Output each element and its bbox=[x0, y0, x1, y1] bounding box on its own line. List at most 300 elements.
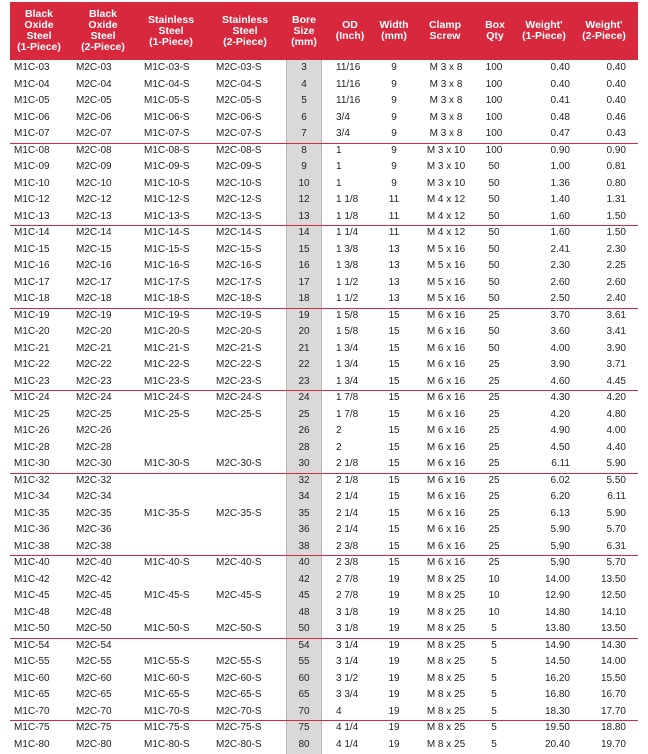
cell-black-oxide-1-piece: M1C-17 bbox=[14, 276, 50, 288]
cell-weight-2-piece: 5.70 bbox=[606, 557, 626, 568]
cell-stainless-2-piece: M2C-19-S bbox=[216, 309, 262, 321]
cell-black-oxide-1-piece: M1C-22 bbox=[14, 359, 50, 370]
cell-width: 9 bbox=[391, 128, 397, 139]
cell-weight-2-piece: 16.70 bbox=[600, 689, 626, 700]
cell-stainless-2-piece: M2C-45-S bbox=[216, 590, 262, 601]
cell-weight-1-piece: 14.00 bbox=[544, 573, 570, 585]
cell-weight-2-piece: 5.50 bbox=[606, 474, 626, 486]
cell-width: 15 bbox=[388, 309, 400, 321]
cell-clamp-screw: M 6 x 16 bbox=[426, 524, 466, 535]
cell-clamp-screw: M 8 x 25 bbox=[426, 689, 466, 700]
cell-weight-2-piece: 13.50 bbox=[600, 623, 626, 634]
cell-clamp-screw: M 3 x 8 bbox=[429, 78, 463, 90]
group-separator-line bbox=[10, 473, 638, 474]
cell-black-oxide-1-piece: M1C-48 bbox=[14, 606, 50, 618]
cell-clamp-screw: M 3 x 10 bbox=[426, 161, 466, 172]
cell-black-oxide-1-piece: M1C-21 bbox=[14, 342, 50, 354]
cell-bore-size: 14 bbox=[298, 227, 310, 238]
cell-black-oxide-1-piece: M1C-80 bbox=[14, 738, 50, 750]
table-row bbox=[10, 704, 638, 721]
cell-black-oxide-1-piece: M1C-10 bbox=[14, 177, 50, 189]
cell-weight-1-piece: 19.50 bbox=[544, 722, 570, 733]
cell-bore-size: 22 bbox=[298, 359, 310, 370]
cell-stainless-1-piece: M1C-22-S bbox=[144, 359, 190, 370]
cell-weight-2-piece: 1.50 bbox=[606, 210, 626, 222]
cell-black-oxide-2-piece: M2C-21 bbox=[76, 342, 112, 354]
table-row bbox=[10, 654, 638, 671]
cell-weight-2-piece: 1.31 bbox=[606, 194, 626, 205]
cell-box-qty: 25 bbox=[488, 441, 500, 453]
cell-weight-2-piece: 13.50 bbox=[600, 573, 626, 585]
cell-width: 11 bbox=[388, 194, 400, 205]
cell-od: 1 1/8 bbox=[336, 194, 359, 205]
group-separator-line bbox=[10, 390, 638, 391]
cell-weight-2-piece: 17.70 bbox=[600, 705, 626, 717]
cell-width: 11 bbox=[388, 227, 400, 238]
cell-clamp-screw: M 6 x 16 bbox=[426, 375, 466, 387]
cell-black-oxide-1-piece: M1C-18 bbox=[14, 293, 50, 304]
cell-stainless-2-piece: M2C-12-S bbox=[216, 194, 262, 205]
cell-stainless-2-piece: M2C-06-S bbox=[216, 111, 262, 123]
cell-box-qty: 5 bbox=[491, 656, 497, 667]
cell-black-oxide-1-piece: M1C-30 bbox=[14, 458, 50, 469]
cell-black-oxide-1-piece: M1C-50 bbox=[14, 623, 50, 634]
cell-black-oxide-1-piece: M1C-14 bbox=[14, 227, 50, 238]
cell-width: 9 bbox=[391, 161, 397, 172]
cell-stainless-1-piece: M1C-45-S bbox=[144, 590, 190, 601]
cell-black-oxide-1-piece: M1C-25 bbox=[14, 408, 50, 420]
cell-stainless-1-piece: M1C-06-S bbox=[144, 111, 190, 123]
table-row bbox=[10, 143, 638, 160]
cell-bore-size: 70 bbox=[298, 705, 310, 717]
cell-black-oxide-2-piece: M2C-36 bbox=[76, 524, 112, 535]
cell-weight-2-piece: 4.20 bbox=[606, 392, 626, 403]
cell-clamp-screw: M 6 x 16 bbox=[426, 507, 466, 519]
cell-box-qty: 25 bbox=[488, 524, 500, 535]
cell-width: 19 bbox=[388, 689, 400, 700]
cell-weight-2-piece: 4.80 bbox=[606, 408, 626, 420]
cell-weight-1-piece: 2.60 bbox=[550, 276, 570, 288]
cell-black-oxide-1-piece: M1C-12 bbox=[14, 194, 50, 205]
cell-od: 1 3/8 bbox=[336, 243, 359, 255]
cell-weight-1-piece: 0.90 bbox=[550, 144, 570, 156]
cell-weight-2-piece: 2.30 bbox=[606, 243, 626, 255]
cell-od: 3 1/8 bbox=[336, 606, 359, 618]
cell-black-oxide-1-piece: M1C-70 bbox=[14, 705, 50, 717]
table-row bbox=[10, 77, 638, 94]
cell-weight-1-piece: 3.60 bbox=[550, 326, 570, 337]
cell-stainless-2-piece: M2C-05-S bbox=[216, 95, 262, 106]
cell-black-oxide-2-piece: M2C-65 bbox=[76, 689, 112, 700]
cell-stainless-2-piece: M2C-14-S bbox=[216, 227, 262, 238]
group-separator-line bbox=[10, 143, 638, 144]
cell-width: 15 bbox=[388, 474, 400, 486]
cell-clamp-screw: M 6 x 16 bbox=[426, 441, 466, 453]
cell-box-qty: 50 bbox=[488, 227, 500, 238]
cell-black-oxide-2-piece: M2C-24 bbox=[76, 392, 112, 403]
cell-width: 19 bbox=[388, 639, 400, 651]
cell-weight-1-piece: 2.50 bbox=[550, 293, 570, 304]
cell-width: 13 bbox=[388, 260, 400, 271]
cell-bore-size: 3 bbox=[301, 62, 307, 73]
cell-black-oxide-2-piece: M2C-55 bbox=[76, 656, 112, 667]
header-weight-1-piece: Weight' (1-Piece) bbox=[522, 19, 566, 42]
cell-clamp-screw: M 6 x 16 bbox=[426, 359, 466, 370]
table-row bbox=[10, 555, 638, 572]
table-row bbox=[10, 258, 638, 275]
cell-box-qty: 50 bbox=[488, 293, 500, 304]
cell-weight-2-piece: 6.31 bbox=[606, 540, 626, 552]
cell-clamp-screw: M 6 x 16 bbox=[426, 408, 466, 420]
cell-od: 4 bbox=[336, 705, 342, 717]
cell-stainless-1-piece: M1C-17-S bbox=[144, 276, 190, 288]
cell-weight-1-piece: 1.00 bbox=[550, 161, 570, 172]
cell-od: 2 bbox=[336, 441, 342, 453]
cell-weight-2-piece: 5.90 bbox=[606, 507, 626, 519]
cell-clamp-screw: M 5 x 16 bbox=[426, 293, 466, 304]
cell-weight-1-piece: 4.60 bbox=[550, 375, 570, 387]
cell-box-qty: 5 bbox=[491, 623, 497, 634]
cell-bore-size: 48 bbox=[298, 606, 310, 618]
cell-black-oxide-2-piece: M2C-05 bbox=[76, 95, 112, 106]
header-stainless-2-piece: Stainless Steel (2-Piece) bbox=[221, 13, 269, 48]
table-row bbox=[10, 506, 638, 523]
table-row bbox=[10, 687, 638, 704]
cell-stainless-2-piece: M2C-24-S bbox=[216, 392, 262, 403]
cell-weight-2-piece: 14.30 bbox=[600, 639, 626, 651]
cell-stainless-1-piece: M1C-04-S bbox=[144, 78, 190, 90]
cell-weight-2-piece: 5.90 bbox=[606, 458, 626, 469]
cell-stainless-1-piece: M1C-09-S bbox=[144, 161, 190, 172]
cell-weight-2-piece: 2.40 bbox=[606, 293, 626, 304]
cell-stainless-1-piece bbox=[144, 440, 208, 457]
cell-bore-size: 23 bbox=[298, 375, 310, 387]
cell-box-qty: 10 bbox=[488, 590, 500, 601]
table-row bbox=[10, 126, 638, 143]
cell-od: 11/16 bbox=[336, 95, 361, 106]
cell-weight-1-piece: 12.90 bbox=[544, 590, 570, 601]
cell-clamp-screw: M 6 x 16 bbox=[426, 557, 466, 568]
cell-bore-size: 19 bbox=[298, 309, 310, 321]
table-header bbox=[10, 2, 638, 60]
cell-width: 15 bbox=[388, 392, 400, 403]
cell-od: 2 3/8 bbox=[336, 557, 359, 568]
table-row bbox=[10, 440, 638, 457]
cell-od: 1 7/8 bbox=[336, 392, 359, 403]
cell-weight-1-piece: 4.50 bbox=[550, 441, 570, 453]
cell-weight-2-piece: 4.00 bbox=[606, 425, 626, 436]
cell-stainless-1-piece: M1C-23-S bbox=[144, 375, 190, 387]
cell-od: 3/4 bbox=[336, 128, 350, 139]
cell-weight-1-piece: 1.60 bbox=[550, 227, 570, 238]
cell-weight-2-piece: 0.43 bbox=[606, 128, 626, 139]
table-row bbox=[10, 176, 638, 193]
cell-width: 9 bbox=[391, 177, 397, 189]
table-row bbox=[10, 291, 638, 308]
cell-stainless-2-piece bbox=[216, 473, 282, 490]
cell-bore-size: 28 bbox=[298, 441, 310, 453]
cell-black-oxide-1-piece: M1C-08 bbox=[14, 144, 50, 156]
cell-stainless-2-piece: M2C-07-S bbox=[216, 128, 262, 139]
cell-od: 11/16 bbox=[336, 78, 361, 90]
cell-box-qty: 25 bbox=[488, 540, 500, 552]
cell-box-qty: 100 bbox=[485, 62, 503, 73]
cell-width: 15 bbox=[388, 326, 400, 337]
cell-weight-1-piece: 1.36 bbox=[550, 177, 570, 189]
cell-stainless-2-piece: M2C-22-S bbox=[216, 359, 262, 370]
cell-black-oxide-2-piece: M2C-42 bbox=[76, 573, 112, 585]
cell-width: 15 bbox=[388, 425, 400, 436]
cell-stainless-1-piece bbox=[144, 473, 208, 490]
cell-black-oxide-1-piece: M1C-65 bbox=[14, 689, 50, 700]
cell-clamp-screw: M 8 x 25 bbox=[426, 656, 466, 667]
cell-od: 1 bbox=[336, 177, 342, 189]
cell-weight-1-piece: 18.30 bbox=[544, 705, 570, 717]
cell-clamp-screw: M 3 x 10 bbox=[426, 177, 466, 189]
cell-clamp-screw: M 4 x 12 bbox=[426, 194, 466, 205]
cell-bore-size: 8 bbox=[301, 144, 307, 156]
cell-box-qty: 100 bbox=[485, 128, 503, 139]
cell-stainless-1-piece: M1C-25-S bbox=[144, 408, 190, 420]
cell-bore-size: 10 bbox=[298, 177, 310, 189]
table-row bbox=[10, 110, 638, 127]
cell-stainless-2-piece: M2C-75-S bbox=[216, 722, 262, 733]
cell-black-oxide-1-piece: M1C-06 bbox=[14, 111, 50, 123]
cell-bore-size: 13 bbox=[298, 210, 310, 222]
cell-black-oxide-1-piece: M1C-34 bbox=[14, 491, 50, 502]
cell-bore-size: 9 bbox=[301, 161, 307, 172]
cell-width: 13 bbox=[388, 243, 400, 255]
table-row bbox=[10, 423, 638, 440]
cell-od: 4 1/4 bbox=[336, 738, 359, 750]
cell-bore-size: 18 bbox=[298, 293, 310, 304]
cell-black-oxide-1-piece: M1C-23 bbox=[14, 375, 50, 387]
table-row bbox=[10, 539, 638, 556]
cell-clamp-screw: M 5 x 16 bbox=[426, 243, 466, 255]
cell-clamp-screw: M 6 x 16 bbox=[426, 425, 466, 436]
cell-width: 9 bbox=[391, 111, 397, 123]
cell-black-oxide-2-piece: M2C-60 bbox=[76, 672, 112, 684]
group-separator-line bbox=[10, 720, 638, 721]
cell-width: 15 bbox=[388, 458, 400, 469]
cell-bore-size: 54 bbox=[298, 639, 310, 651]
cell-stainless-2-piece: M2C-60-S bbox=[216, 672, 262, 684]
header-box-qty: Box Qty bbox=[485, 19, 505, 42]
cell-od: 2 1/4 bbox=[336, 524, 359, 535]
cell-box-qty: 10 bbox=[488, 573, 500, 585]
cell-width: 15 bbox=[388, 491, 400, 502]
header-stainless-1-piece: Stainless Steel (1-Piece) bbox=[147, 13, 195, 48]
cell-weight-1-piece: 4.30 bbox=[550, 392, 570, 403]
cell-black-oxide-2-piece: M2C-28 bbox=[76, 441, 112, 453]
cell-weight-1-piece: 2.41 bbox=[550, 243, 570, 255]
table-row bbox=[10, 374, 638, 391]
cell-clamp-screw: M 6 x 16 bbox=[426, 458, 466, 469]
cell-black-oxide-2-piece: M2C-15 bbox=[76, 243, 112, 255]
table-row bbox=[10, 605, 638, 622]
cell-od: 1 bbox=[336, 161, 342, 172]
cell-od: 1 3/4 bbox=[336, 342, 359, 354]
cell-weight-2-piece: 0.40 bbox=[606, 62, 626, 73]
cell-od: 1 3/4 bbox=[336, 375, 359, 387]
cell-weight-1-piece: 20.40 bbox=[544, 738, 570, 750]
cell-od: 1 bbox=[336, 144, 342, 156]
cell-weight-1-piece: 1.60 bbox=[550, 210, 570, 222]
cell-black-oxide-1-piece: M1C-60 bbox=[14, 672, 50, 684]
cell-stainless-1-piece: M1C-50-S bbox=[144, 623, 190, 634]
cell-clamp-screw: M 8 x 25 bbox=[426, 705, 466, 717]
cell-stainless-2-piece bbox=[216, 572, 282, 589]
cell-black-oxide-2-piece: M2C-45 bbox=[76, 590, 112, 601]
cell-width: 19 bbox=[388, 705, 400, 717]
cell-box-qty: 5 bbox=[491, 722, 497, 733]
cell-black-oxide-1-piece: M1C-55 bbox=[14, 656, 50, 667]
cell-stainless-2-piece: M2C-04-S bbox=[216, 78, 262, 90]
table-row bbox=[10, 225, 638, 242]
cell-black-oxide-2-piece: M2C-30 bbox=[76, 458, 112, 469]
cell-bore-size: 4 bbox=[301, 78, 307, 90]
table-row bbox=[10, 390, 638, 407]
group-separator-line bbox=[10, 308, 638, 309]
cell-black-oxide-2-piece: M2C-12 bbox=[76, 194, 112, 205]
cell-weight-1-piece: 14.50 bbox=[544, 656, 570, 667]
cell-weight-1-piece: 14.80 bbox=[544, 606, 570, 618]
cell-black-oxide-1-piece: M1C-40 bbox=[14, 557, 50, 568]
cell-stainless-1-piece: M1C-14-S bbox=[144, 227, 190, 238]
cell-width: 13 bbox=[388, 276, 400, 288]
cell-clamp-screw: M 8 x 25 bbox=[426, 738, 466, 750]
cell-clamp-screw: M 4 x 12 bbox=[426, 227, 466, 238]
cell-black-oxide-2-piece: M2C-34 bbox=[76, 491, 112, 502]
cell-black-oxide-1-piece: M1C-20 bbox=[14, 326, 50, 337]
cell-weight-1-piece: 5.90 bbox=[550, 557, 570, 568]
cell-stainless-1-piece: M1C-24-S bbox=[144, 392, 190, 403]
cell-black-oxide-1-piece: M1C-32 bbox=[14, 474, 50, 486]
cell-weight-2-piece: 6.11 bbox=[607, 491, 626, 502]
cell-stainless-2-piece: M2C-09-S bbox=[216, 161, 262, 172]
cell-black-oxide-2-piece: M2C-48 bbox=[76, 606, 112, 618]
cell-box-qty: 25 bbox=[488, 458, 500, 469]
cell-stainless-2-piece: M2C-80-S bbox=[216, 738, 262, 750]
cell-stainless-2-piece bbox=[216, 605, 282, 622]
cell-stainless-1-piece: M1C-60-S bbox=[144, 672, 190, 684]
cell-black-oxide-1-piece: M1C-13 bbox=[14, 210, 50, 222]
cell-bore-size: 36 bbox=[298, 524, 310, 535]
cell-od: 3/4 bbox=[336, 111, 350, 123]
cell-black-oxide-2-piece: M2C-54 bbox=[76, 639, 112, 651]
cell-stainless-2-piece: M2C-65-S bbox=[216, 689, 262, 700]
cell-width: 15 bbox=[388, 524, 400, 535]
table-row bbox=[10, 93, 638, 110]
cell-black-oxide-2-piece: M2C-22 bbox=[76, 359, 112, 370]
cell-stainless-1-piece bbox=[144, 423, 208, 440]
cell-stainless-2-piece bbox=[216, 440, 282, 457]
cell-stainless-1-piece: M1C-30-S bbox=[144, 458, 190, 469]
cell-bore-size: 20 bbox=[298, 326, 310, 337]
cell-stainless-1-piece: M1C-35-S bbox=[144, 507, 190, 519]
cell-black-oxide-1-piece: M1C-19 bbox=[14, 309, 50, 321]
cell-weight-2-piece: 0.80 bbox=[606, 177, 626, 189]
table-row bbox=[10, 275, 638, 292]
cell-od: 1 1/4 bbox=[336, 227, 359, 238]
cell-od: 3 1/8 bbox=[336, 623, 359, 634]
cell-od: 3 1/4 bbox=[336, 639, 359, 651]
cell-od: 1 7/8 bbox=[336, 408, 359, 420]
cell-width: 19 bbox=[388, 722, 400, 733]
cell-clamp-screw: M 4 x 12 bbox=[426, 210, 466, 222]
cell-clamp-screw: M 6 x 16 bbox=[426, 474, 466, 486]
cell-weight-2-piece: 14.10 bbox=[600, 606, 626, 618]
table-row bbox=[10, 473, 638, 490]
table-row bbox=[10, 671, 638, 688]
cell-black-oxide-2-piece: M2C-10 bbox=[76, 177, 112, 189]
cell-width: 15 bbox=[388, 540, 400, 552]
cell-width: 13 bbox=[388, 293, 400, 304]
cell-box-qty: 50 bbox=[488, 161, 500, 172]
cell-black-oxide-1-piece: M1C-15 bbox=[14, 243, 50, 255]
group-separator-line bbox=[10, 225, 638, 226]
cell-black-oxide-2-piece: M2C-04 bbox=[76, 78, 112, 90]
cell-stainless-1-piece bbox=[144, 572, 208, 589]
cell-weight-1-piece: 16.20 bbox=[544, 672, 570, 684]
cell-weight-2-piece: 4.45 bbox=[606, 375, 626, 387]
table-row bbox=[10, 720, 638, 737]
table-row bbox=[10, 456, 638, 473]
cell-od: 2 1/4 bbox=[336, 491, 359, 502]
table-row bbox=[10, 209, 638, 226]
cell-bore-size: 65 bbox=[298, 689, 310, 700]
cell-stainless-1-piece: M1C-13-S bbox=[144, 210, 190, 222]
cell-weight-1-piece: 6.02 bbox=[550, 474, 570, 486]
cell-od: 1 1/8 bbox=[336, 210, 359, 222]
cell-width: 19 bbox=[388, 656, 400, 667]
cell-width: 9 bbox=[391, 78, 397, 90]
cell-box-qty: 100 bbox=[485, 111, 503, 123]
cell-clamp-screw: M 6 x 16 bbox=[426, 491, 466, 502]
cell-box-qty: 50 bbox=[488, 194, 500, 205]
cell-weight-1-piece: 16.80 bbox=[544, 689, 570, 700]
table-row bbox=[10, 308, 638, 325]
cell-clamp-screw: M 8 x 25 bbox=[426, 722, 466, 733]
cell-od: 1 5/8 bbox=[336, 309, 359, 321]
cell-bore-size: 80 bbox=[298, 738, 310, 750]
cell-bore-size: 38 bbox=[298, 540, 310, 552]
cell-black-oxide-2-piece: M2C-07 bbox=[76, 128, 112, 139]
cell-bore-size: 6 bbox=[301, 111, 307, 123]
cell-stainless-1-piece: M1C-08-S bbox=[144, 144, 190, 156]
cell-bore-size: 26 bbox=[298, 425, 310, 436]
cell-bore-size: 75 bbox=[298, 722, 310, 733]
cell-bore-size: 32 bbox=[298, 474, 310, 486]
table-row bbox=[10, 737, 638, 754]
cell-weight-1-piece: 6.20 bbox=[550, 491, 570, 502]
cell-black-oxide-1-piece: M1C-05 bbox=[14, 95, 50, 106]
cell-od: 1 5/8 bbox=[336, 326, 359, 337]
cell-weight-1-piece: 13.80 bbox=[544, 623, 570, 634]
cell-stainless-2-piece: M2C-55-S bbox=[216, 656, 262, 667]
cell-black-oxide-1-piece: M1C-28 bbox=[14, 441, 50, 453]
group-separator-line bbox=[10, 555, 638, 556]
cell-stainless-2-piece: M2C-50-S bbox=[216, 623, 262, 634]
cell-box-qty: 50 bbox=[488, 210, 500, 222]
table-row bbox=[10, 159, 638, 176]
cell-black-oxide-2-piece: M2C-17 bbox=[76, 276, 112, 288]
cell-weight-1-piece: 0.48 bbox=[550, 111, 570, 123]
cell-bore-size: 55 bbox=[298, 656, 310, 667]
cell-stainless-1-piece: M1C-12-S bbox=[144, 194, 190, 205]
cell-black-oxide-1-piece: M1C-24 bbox=[14, 392, 50, 403]
cell-box-qty: 5 bbox=[491, 639, 497, 651]
